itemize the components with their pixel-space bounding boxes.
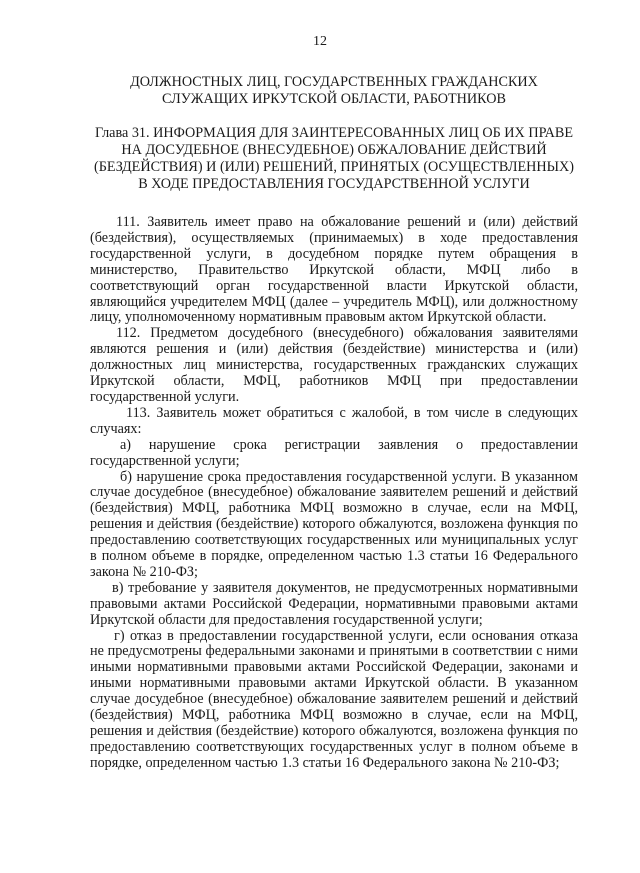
document-body (90, 215, 578, 772)
section-heading-continuation: ДОЛЖНОСТНЫХ ЛИЦ, ГОСУДАРСТВЕННЫХ ГРАЖДАНСКИХ СЛУЖАЩИХ ИРКУТСКОЙ ОБЛАСТИ, РАБОТНИКОВ (130, 74, 538, 107)
paragraph-111: 111. Заявитель имеет право на обжалование решений и (или) действий (бездействия), осуществляемых (принимаемых) в ходе предоставления государственной услуги, в досудебном порядке путем обращения в министерство, Правительство Иркутской области, МФЦ либо в соответствующий орган государственной власти Иркутской области, являющийся учредителем МФЦ (далее – учредитель МФЦ), или должностному лицу, уполномоченному нормативным правовым актом Иркутской области. (90, 214, 578, 326)
page-number: 12 (313, 34, 327, 49)
subparagraph-a: а) нарушение срока регистрации заявления о предоставлении государственной услуги; (90, 436, 578, 469)
subparagraph-b: б) нарушение срока предоставления государственной услуги. В указанном случае досудебное (внесудебное) обжалование заявителем решений и действий (бездействия) МФЦ, работника МФЦ возможно в случае, если на МФЦ, решения и действия (бездействие) которого обжалуются, возложена функция по предоставлению соответствующих государственных или муниципальных услуг в полном объеме в порядке, определенном частью 1.3 статьи 16 Федерального закона № 210-ФЗ; (90, 468, 578, 580)
paragraph-113: 113. Заявитель может обратиться с жалобой, в том числе в следующих случаях: (90, 404, 578, 437)
chapter-heading: Глава 31. ИНФОРМАЦИЯ ДЛЯ ЗАИНТЕРЕСОВАННЫХ ЛИЦ ОБ ИХ ПРАВЕ НА ДОСУДЕБНОЕ (ВНЕСУДЕБНОЕ) ОБЖАЛОВАНИЕ ДЕЙСТВИЙ (БЕЗДЕЙСТВИЯ) И (ИЛИ) РЕШЕНИЙ, ПРИНЯТЫХ (ОСУЩЕСТВЛЕННЫХ) В ХОДЕ ПРЕДОСТАВЛЕНИЯ ГОСУДАРСТВЕННОЙ УСЛУГИ (94, 125, 574, 192)
subparagraph-v: в) требование у заявителя документов, не предусмотренных нормативными правовыми актами Российской Федерации, нормативными правовыми актами Иркутской области для предоставления государственной услуги; (90, 579, 578, 628)
paragraph-112: 112. Предметом досудебного (внесудебного) обжалования заявителями являются решения и (или) действия (бездействие) министерства и (или) должностных лиц министерства, государственных гражданских служащих Иркутской области, МФЦ, работников МФЦ при предоставлении государственной услуги. (90, 325, 578, 405)
subparagraph-g: г) отказ в предоставлении государственной услуги, если основания отказа не предусмотрены федеральными законами и принятыми в соответствии с ними иными нормативными правовыми актами Российской Федерации, законами и иными нормативными правовыми актами Иркутской области. В указанном случае досудебное (внесудебное) обжалование заявителем решений и действий (бездействия) МФЦ, работника МФЦ возможно в случае, если на МФЦ, решения и действия (бездействие) которого обжалуются, возложена функция по предоставлению соответствующих государственных услуг в полном объеме в порядке, определенном частью 1.3 статьи 16 Федерального закона № 210-ФЗ; (90, 627, 578, 771)
